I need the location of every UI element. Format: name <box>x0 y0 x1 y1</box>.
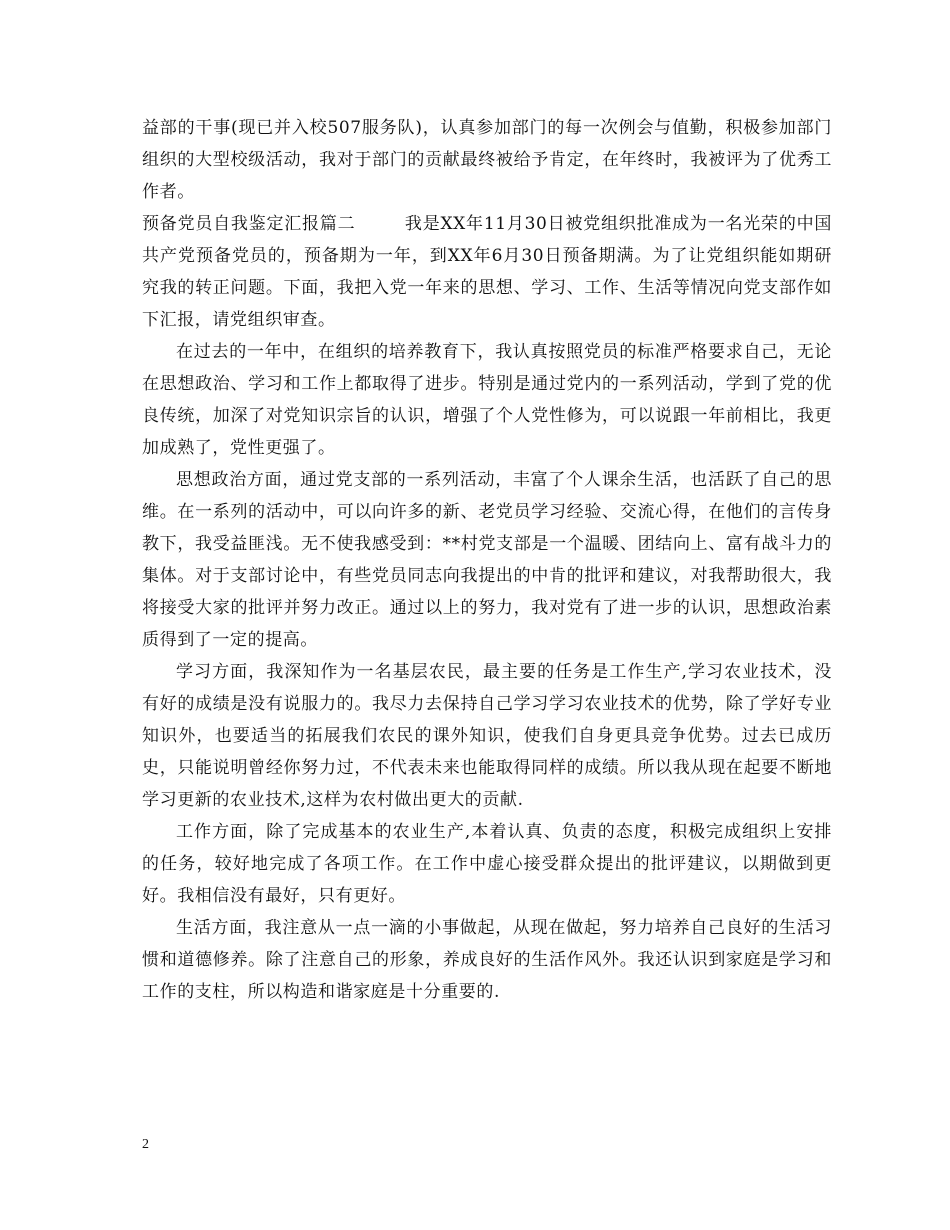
section-heading: 预备党员自我鉴定汇报篇二 <box>142 214 356 234</box>
paragraph-overview: 在过去的一年中，在组织的培养教育下，我认真按照党员的标准严格要求自己，无论在思想政治、学习和工作上都取得了进步。特别是通过党内的一系列活动，学到了党的优良传统，加深了对党知识宗旨的认识，增强了个人党性修为，可以说跟一年前相比，我更加成熟了，党性更强了。 <box>142 342 832 458</box>
heading-gap <box>355 214 405 234</box>
paragraph-life: 生活方面，我注意从一点一滴的小事做起，从现在做起，努力培养自己良好的生活习惯和道德修养。除了注意自己的形象，养成良好的生活作风外。我还认识到家庭是学习和工作的支柱，所以构造和谐家庭是十分重要的. <box>142 918 832 1002</box>
paragraph-study: 学习方面，我深知作为一名基层农民，最主要的任务是工作生产,学习农业技术，没有好的成绩是没有说服力的。我尽力去保持自己学习学习农业技术的优势，除了学好专业知识外，也要适当的拓展我们农民的课外知识，使我们自身更具竞争优势。过去已成历史，只能说明曾经你努力过，不代表未来也能取得同样的成绩。所以我从现在起要不断地学习更新的农业技术,这样为农村做出更大的贡献. <box>142 662 832 810</box>
paragraph-work: 工作方面，除了完成基本的农业生产,本着认真、负责的态度，积极完成组织上安排的任务，较好地完成了各项工作。在工作中虚心接受群众提出的批评建议，以期做到更好。我相信没有最好，只有更好。 <box>142 822 832 906</box>
page-number: 2 <box>142 1137 149 1152</box>
paragraph-political: 思想政治方面，通过党支部的一系列活动，丰富了个人课余生活，也活跃了自己的思维。在一系列的活动中，可以向许多的新、老党员学习经验、交流心得，在他们的言传身教下，我受益匪浅。无不使我感受到：**村党支部是一个温暖、团结向上、富有战斗力的集体。对于支部讨论中，有些党员同志向我提出的中肯的批评和建议，对我帮助很大，我将接受大家的批评并努力改正。通过以上的努力，我对党有了进一步的认识，思想政治素质得到了一定的提高。 <box>142 470 832 650</box>
paragraph-intro-text: 我是XX年11月30日被党组织批准成为一名光荣的中国共产党预备党员的，预备期为一年，到XX年6月30日预备期满。为了让党组织能如期研究我的转正问题。下面，我把入党一年来的思想、学习、工作、生活等情况向党支部作如下汇报，请党组织审查。 <box>142 214 833 330</box>
paragraph-continuation: 益部的干事(现已并入校507服务队)，认真参加部门的每一次例会与值勤，积极参加部门组织的大型校级活动，我对于部门的贡献最终被给予肯定，在年终时，我被评为了优秀工作者。 <box>142 118 832 202</box>
paragraph-intro <box>142 208 832 336</box>
document-body <box>142 112 832 1008</box>
